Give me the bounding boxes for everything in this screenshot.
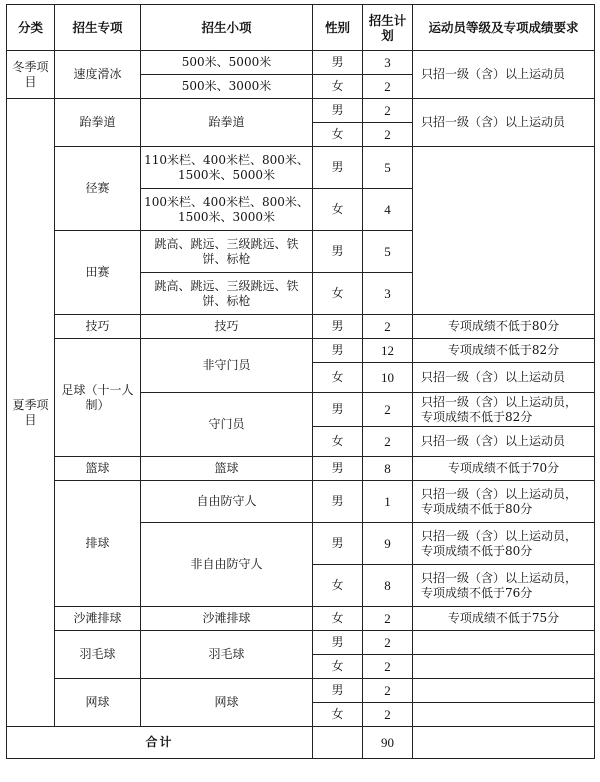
enrollment-table-document (6, 4, 595, 759)
sub-item-cell: 沙滩排球 (141, 607, 313, 631)
gender-cell: 女 (313, 363, 363, 393)
table-row (7, 679, 595, 703)
header-sport: 招生专项 (55, 5, 141, 51)
gender-cell: 男 (313, 231, 363, 273)
sport-cell: 径赛 (55, 147, 141, 231)
header-category: 分类 (7, 5, 55, 51)
requirement-cell: 只招一级（含）以上运动员 (413, 51, 595, 99)
sub-item-cell: 500米、5000米 (141, 51, 313, 75)
plan-cell: 2 (363, 679, 413, 703)
table-row (7, 339, 595, 363)
sport-cell: 篮球 (55, 457, 141, 481)
table-row (7, 457, 595, 481)
sport-cell: 技巧 (55, 315, 141, 339)
sub-item-cell: 跳高、跳远、三级跳远、铁饼、标枪 (141, 273, 313, 315)
sub-item-cell: 羽毛球 (141, 631, 313, 679)
sub-item-cell: 110米栏、400米栏、800米、1500米、5000米 (141, 147, 313, 189)
table-row (7, 607, 595, 631)
sport-cell: 羽毛球 (55, 631, 141, 679)
plan-cell: 2 (363, 427, 413, 457)
gender-cell: 女 (313, 189, 363, 231)
sub-item-cell: 网球 (141, 679, 313, 727)
sub-item-cell: 技巧 (141, 315, 313, 339)
plan-cell: 2 (363, 631, 413, 655)
header-plan: 招生计划 (363, 5, 413, 51)
requirement-cell: 只招一级（含）以上运动员 (413, 99, 595, 147)
gender-cell: 男 (313, 315, 363, 339)
requirement-cell-empty (413, 147, 595, 315)
requirement-cell: 专项成绩不低于75分 (413, 607, 595, 631)
plan-cell: 4 (363, 189, 413, 231)
plan-cell: 2 (363, 393, 413, 427)
total-row (7, 727, 595, 759)
sport-cell: 速度滑冰 (55, 51, 141, 99)
requirement-cell-empty (413, 655, 595, 679)
header-requirement: 运动员等级及专项成绩要求 (413, 5, 595, 51)
gender-cell: 男 (313, 339, 363, 363)
sub-item-cell: 500米、3000米 (141, 75, 313, 99)
table-row (7, 481, 595, 523)
requirement-cell: 只招一级（含）以上运动员，专项成绩不低于82分 (413, 393, 595, 427)
sub-item-cell: 非守门员 (141, 339, 313, 393)
requirement-cell: 只招一级（含）以上运动员 (413, 363, 595, 393)
gender-cell: 女 (313, 607, 363, 631)
gender-cell: 男 (313, 51, 363, 75)
plan-cell: 3 (363, 273, 413, 315)
requirement-cell-empty (413, 703, 595, 727)
total-gender-empty (313, 727, 363, 759)
total-label: 合计 (7, 727, 313, 759)
plan-cell: 5 (363, 147, 413, 189)
plan-cell: 8 (363, 457, 413, 481)
gender-cell: 男 (313, 679, 363, 703)
gender-cell: 男 (313, 523, 363, 565)
plan-cell: 2 (363, 123, 413, 147)
plan-cell: 1 (363, 481, 413, 523)
gender-cell: 女 (313, 123, 363, 147)
requirement-cell: 专项成绩不低于70分 (413, 457, 595, 481)
plan-cell: 12 (363, 339, 413, 363)
total-value: 90 (363, 727, 413, 759)
sport-cell: 足球（十一人制） (55, 339, 141, 457)
plan-cell: 10 (363, 363, 413, 393)
plan-cell: 5 (363, 231, 413, 273)
requirement-cell: 只招一级（含）以上运动员，专项成绩不低于80分 (413, 481, 595, 523)
sub-item-cell: 自由防守人 (141, 481, 313, 523)
sub-item-cell: 100米栏、400米栏、800米、1500米、3000米 (141, 189, 313, 231)
sport-cell: 跆拳道 (55, 99, 141, 147)
requirement-cell: 专项成绩不低于80分 (413, 315, 595, 339)
gender-cell: 女 (313, 655, 363, 679)
total-requirement-empty (413, 727, 595, 759)
gender-cell: 女 (313, 273, 363, 315)
table-row (7, 315, 595, 339)
plan-cell: 3 (363, 51, 413, 75)
sub-item-cell: 篮球 (141, 457, 313, 481)
plan-cell: 2 (363, 703, 413, 727)
requirement-cell: 只招一级（含）以上运动员，专项成绩不低于76分 (413, 565, 595, 607)
gender-cell: 女 (313, 427, 363, 457)
table-row (7, 631, 595, 655)
sub-item-cell: 守门员 (141, 393, 313, 457)
gender-cell: 男 (313, 99, 363, 123)
gender-cell: 男 (313, 481, 363, 523)
gender-cell: 女 (313, 75, 363, 99)
plan-cell: 2 (363, 75, 413, 99)
plan-cell: 2 (363, 99, 413, 123)
sport-cell: 田赛 (55, 231, 141, 315)
gender-cell: 男 (313, 147, 363, 189)
category-cell: 夏季项目 (7, 99, 55, 727)
plan-cell: 8 (363, 565, 413, 607)
requirement-cell: 只招一级（含）以上运动员 (413, 427, 595, 457)
header-gender: 性别 (313, 5, 363, 51)
sport-cell: 沙滩排球 (55, 607, 141, 631)
plan-cell: 2 (363, 655, 413, 679)
gender-cell: 女 (313, 565, 363, 607)
requirement-cell: 专项成绩不低于82分 (413, 339, 595, 363)
table-row (7, 99, 595, 123)
gender-cell: 男 (313, 631, 363, 655)
category-cell: 冬季项目 (7, 51, 55, 99)
table-row (7, 147, 595, 189)
plan-cell: 9 (363, 523, 413, 565)
enrollment-plan-table (6, 4, 595, 759)
gender-cell: 男 (313, 393, 363, 427)
sport-cell: 网球 (55, 679, 141, 727)
table-header-row (7, 5, 595, 51)
gender-cell: 女 (313, 703, 363, 727)
sub-item-cell: 跳高、跳远、三级跳远、铁饼、标枪 (141, 231, 313, 273)
table-row (7, 51, 595, 75)
sub-item-cell: 跆拳道 (141, 99, 313, 147)
gender-cell: 男 (313, 457, 363, 481)
requirement-cell-empty (413, 631, 595, 655)
requirement-cell: 只招一级（含）以上运动员，专项成绩不低于80分 (413, 523, 595, 565)
plan-cell: 2 (363, 315, 413, 339)
sub-item-cell: 非自由防守人 (141, 523, 313, 607)
sport-cell: 排球 (55, 481, 141, 607)
requirement-cell-empty (413, 679, 595, 703)
plan-cell: 2 (363, 607, 413, 631)
header-sub-item: 招生小项 (141, 5, 313, 51)
